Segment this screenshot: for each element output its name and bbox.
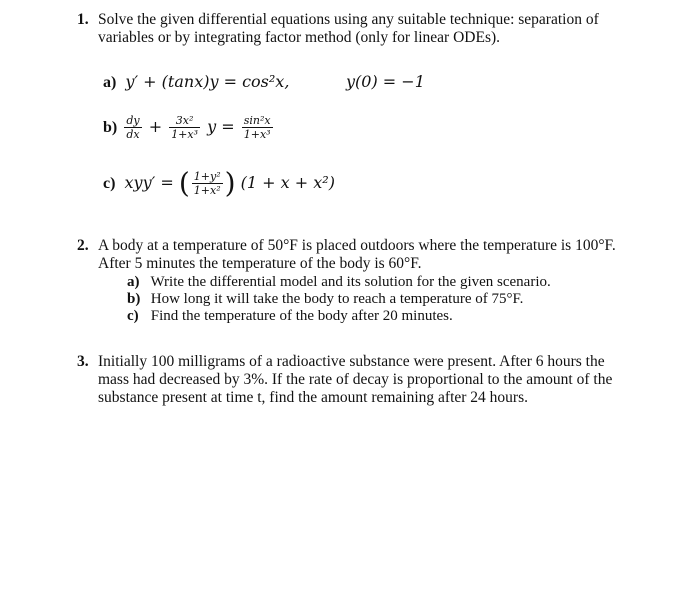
question-1-number: 1. — [77, 11, 89, 28]
question-2-item-c — [127, 307, 453, 325]
question-3-text-line1: Initially 100 milligrams of a radioactive substance were present. After 6 hours the — [98, 353, 605, 370]
equation-1a-condition: y(0) = −1 — [346, 72, 425, 91]
fraction-1y2-1x2 — [192, 170, 223, 197]
item-a-text: Write the differential model and its solution for the given scenario. — [150, 274, 551, 290]
item-b-label: b) — [127, 291, 141, 307]
fraction-3x2 — [169, 114, 200, 141]
question-2-number: 2. — [77, 237, 89, 254]
question-2-text-line1: A body at a temperature of 50°F is placed outdoors where the temperature is 100°F. — [98, 237, 616, 254]
equation-1c-lhs: xyy′ = — [124, 173, 174, 192]
equation-1c-label: c) — [103, 175, 116, 192]
fraction-1y2: 1+y² — [193, 170, 221, 183]
y-equals: y = — [207, 117, 235, 136]
question-3-text-line3: substance present at time t, find the amount remaining after 24 hours. — [98, 389, 529, 406]
equation-1b-label: b) — [103, 119, 118, 136]
question-2-item-a — [127, 273, 551, 291]
fraction-1x2: 1+x² — [193, 184, 221, 197]
equation-1a-label: a) — [103, 74, 117, 91]
equation-1b — [103, 114, 275, 141]
fraction-dy-dx — [124, 114, 141, 141]
plus-sign: + — [148, 117, 163, 136]
equation-1c — [103, 166, 335, 200]
question-1-text-line2: variables or by integrating factor method (only for linear ODEs). — [98, 29, 501, 46]
fraction-3x2-denominator: 1+x³ — [171, 128, 199, 141]
right-paren: ) — [224, 166, 236, 200]
equation-1c-rhs: (1 + x + x²) — [240, 173, 335, 192]
fraction-sin2x-denominator: 1+x³ — [243, 128, 271, 141]
fraction-sin2x-numerator: sin²x — [243, 114, 271, 127]
fraction-dy: dy — [126, 114, 140, 127]
equation-1a-expression: y′ + (tanx)y = cos²x, — [125, 72, 290, 91]
item-c-label: c) — [127, 308, 139, 324]
item-b-text: How long it will take the body to reach a temperature of 75°F. — [150, 291, 524, 307]
left-paren: ( — [178, 166, 190, 200]
question-2-item-b — [127, 290, 523, 308]
item-c-text: Find the temperature of the body after 20 minutes. — [150, 308, 453, 324]
question-2-text-line2: After 5 minutes the temperature of the body is 60°F. — [98, 255, 422, 272]
fraction-sin2x — [242, 114, 273, 141]
item-a-label: a) — [127, 274, 140, 290]
question-1-text-line1: Solve the given differential equations using any suitable technique: separation of — [98, 11, 599, 28]
fraction-3x2-numerator: 3x² — [169, 114, 200, 128]
equation-1a — [103, 72, 289, 92]
question-3-text-line2: mass had decreased by 3%. If the rate of decay is proportional to the amount of the — [98, 371, 613, 388]
fraction-dx: dx — [126, 128, 140, 141]
question-3-number: 3. — [77, 353, 89, 370]
